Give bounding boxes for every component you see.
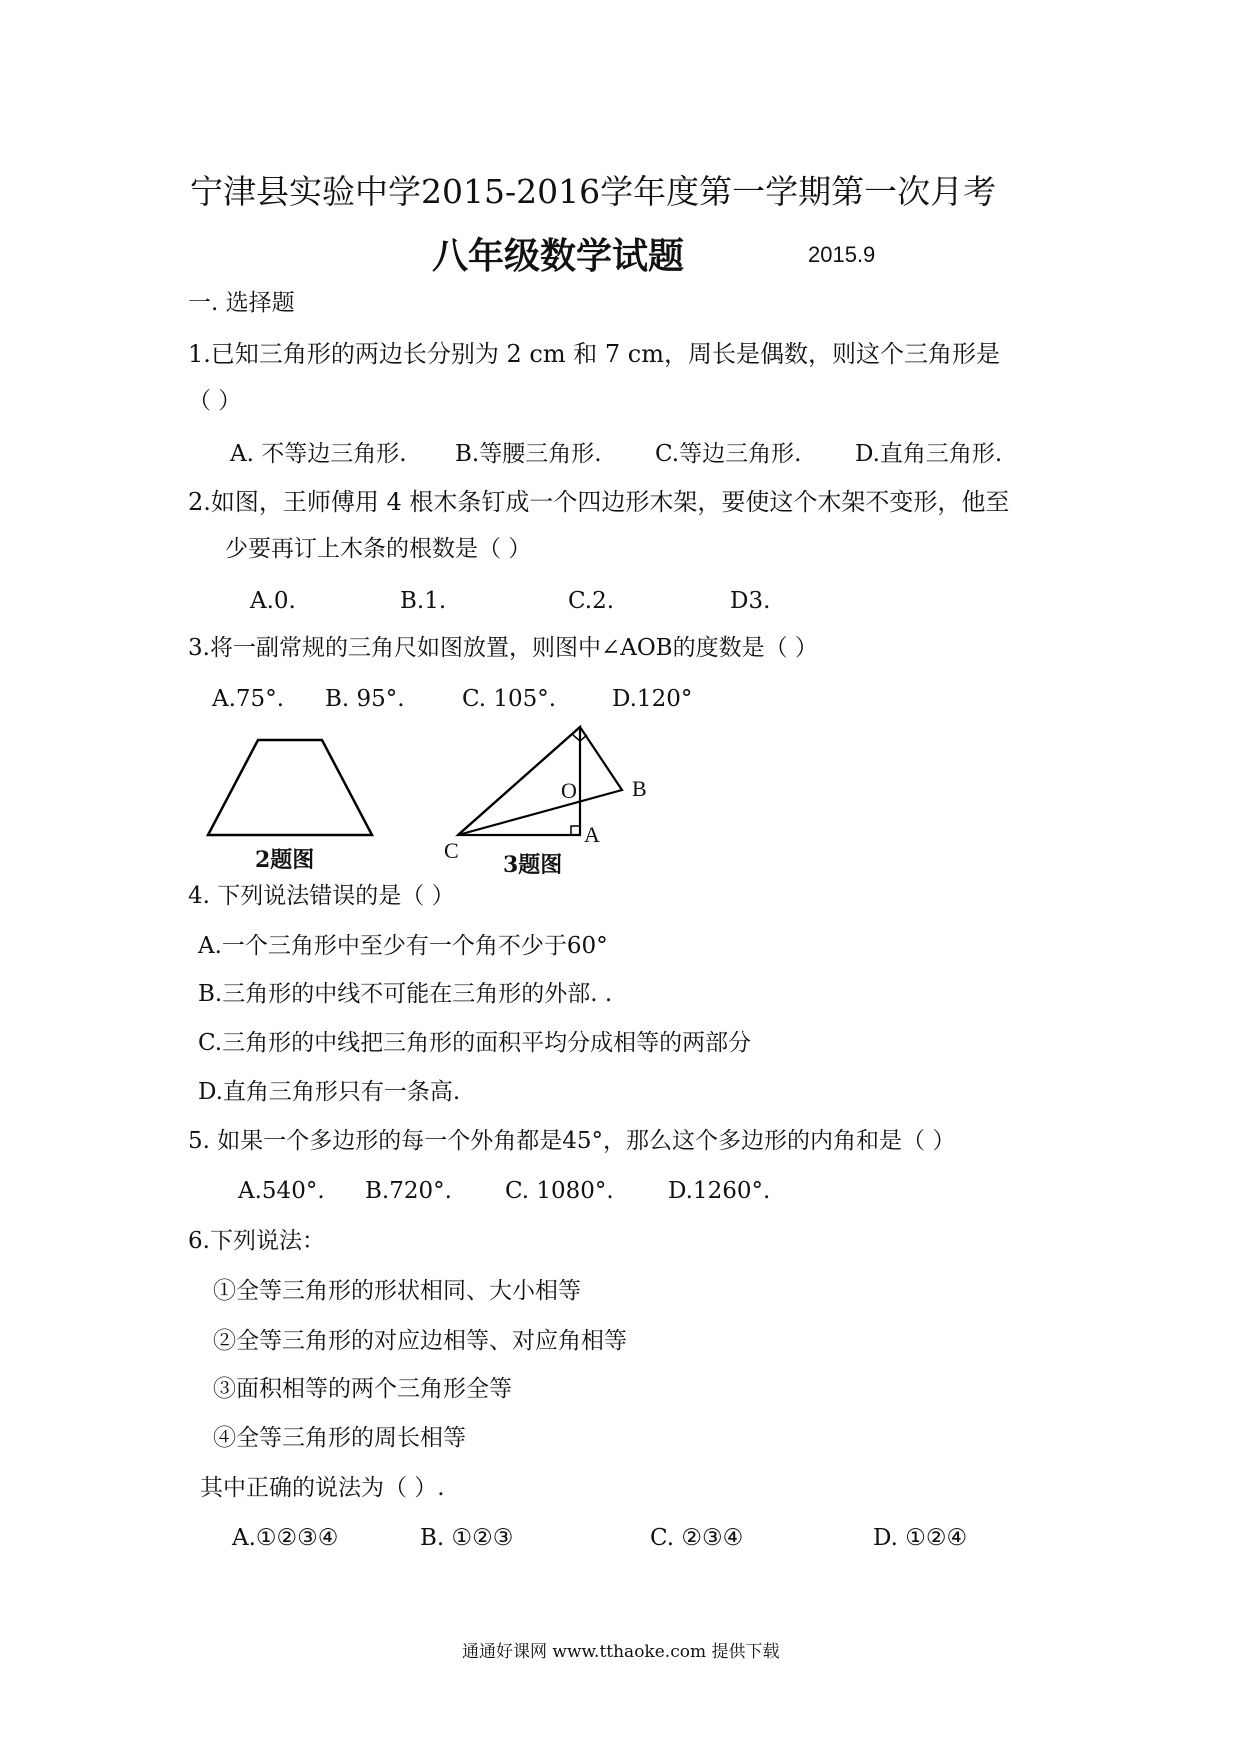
q6-option-c: C. ②③④ bbox=[650, 1525, 744, 1551]
fig3-right-angle-mark-a bbox=[571, 826, 580, 835]
exam-subtitle: 八年级数学试题 bbox=[432, 236, 685, 277]
q5-stem: 5. 如果一个多边形的每一个外角都是45°，那么这个多边形的内角和是（ ） bbox=[188, 1128, 956, 1154]
q5-option-c: C. 1080°. bbox=[505, 1178, 614, 1204]
q5-option-a: A.540°. bbox=[238, 1178, 325, 1204]
q1-option-c: C.等边三角形. bbox=[655, 441, 802, 467]
q2-option-a: A.0. bbox=[250, 588, 296, 614]
q4-option-d: D.直角三角形只有一条高. bbox=[198, 1079, 461, 1105]
q4-option-a: A.一个三角形中至少有一个角不少于60° bbox=[198, 933, 608, 959]
q3-option-a: A.75°. bbox=[212, 686, 284, 712]
q6-statement-1: ①全等三角形的形状相同、大小相等 bbox=[213, 1278, 581, 1304]
q6-statement-4: ④全等三角形的周长相等 bbox=[213, 1425, 466, 1451]
fig3-point-c: C bbox=[444, 838, 459, 863]
q6-stem: 6.下列说法： bbox=[188, 1228, 325, 1254]
fig3-caption: 3题图 bbox=[503, 852, 563, 878]
fig3-point-b: B bbox=[632, 776, 647, 801]
section-heading: 一. 选择题 bbox=[188, 290, 295, 316]
fig3-point-o: O bbox=[561, 778, 577, 803]
fig3-triangles bbox=[440, 725, 640, 850]
q6-statement-2: ②全等三角形的对应边相等、对应角相等 bbox=[213, 1328, 627, 1354]
fig3-triangle-small bbox=[458, 727, 622, 835]
fig2-trapezoid-shape bbox=[208, 740, 372, 835]
q2-option-c: C.2. bbox=[568, 588, 615, 614]
q4-option-b: B.三角形的中线不可能在三角形的外部. . bbox=[198, 981, 613, 1007]
q4-stem: 4. 下列说法错误的是（ ） bbox=[188, 883, 455, 909]
q6-option-d: D. ①②④ bbox=[873, 1525, 968, 1551]
q1-paren: （ ） bbox=[188, 388, 242, 414]
q3-option-c: C. 105°. bbox=[462, 686, 557, 712]
q1-option-a: A. 不等边三角形. bbox=[230, 441, 407, 467]
q3-option-b: B. 95°. bbox=[325, 686, 405, 712]
exam-title: 宁津县实验中学2015-2016学年度第一学期第一次月考 bbox=[190, 172, 997, 211]
fig2-caption: 2题图 bbox=[255, 847, 315, 873]
exam-date: 2015.9 bbox=[808, 242, 876, 267]
q3-option-d: D.120° bbox=[612, 686, 693, 712]
q2-stem-cont: 少要再订上木条的根数是（ ） bbox=[225, 536, 532, 562]
fig3-point-a: A bbox=[584, 822, 600, 847]
q3-stem: 3.将一副常规的三角尺如图放置，则图中∠AOB的度数是（ ） bbox=[188, 635, 818, 661]
q6-option-a: A.①②③④ bbox=[232, 1525, 339, 1551]
q1-option-b: B.等腰三角形. bbox=[455, 441, 602, 467]
q5-option-b: B.720°. bbox=[365, 1178, 452, 1204]
q5-option-d: D.1260°. bbox=[668, 1178, 771, 1204]
q1-stem: 1.已知三角形的两边长分别为 2 cm 和 7 cm，周长是偶数，则这个三角形是 bbox=[188, 340, 1000, 368]
q2-option-b: B.1. bbox=[400, 588, 447, 614]
q6-statement-3: ③面积相等的两个三角形全等 bbox=[213, 1376, 512, 1402]
fig2-trapezoid bbox=[200, 735, 380, 845]
q4-option-c: C.三角形的中线把三角形的面积平均分成相等的两部分 bbox=[198, 1030, 752, 1056]
q6-option-b: B. ①②③ bbox=[420, 1525, 514, 1551]
q1-option-d: D.直角三角形. bbox=[855, 441, 1003, 467]
q2-stem: 2.如图，王师傅用 4 根木条钉成一个四边形木架，要使这个木架不变形，他至 bbox=[188, 488, 1010, 516]
footer-source: 通通好课网 www.tthaoke.com 提供下载 bbox=[462, 1642, 780, 1662]
q6-prompt: 其中正确的说法为（ ）. bbox=[200, 1475, 445, 1501]
q2-option-d: D3. bbox=[730, 588, 771, 614]
